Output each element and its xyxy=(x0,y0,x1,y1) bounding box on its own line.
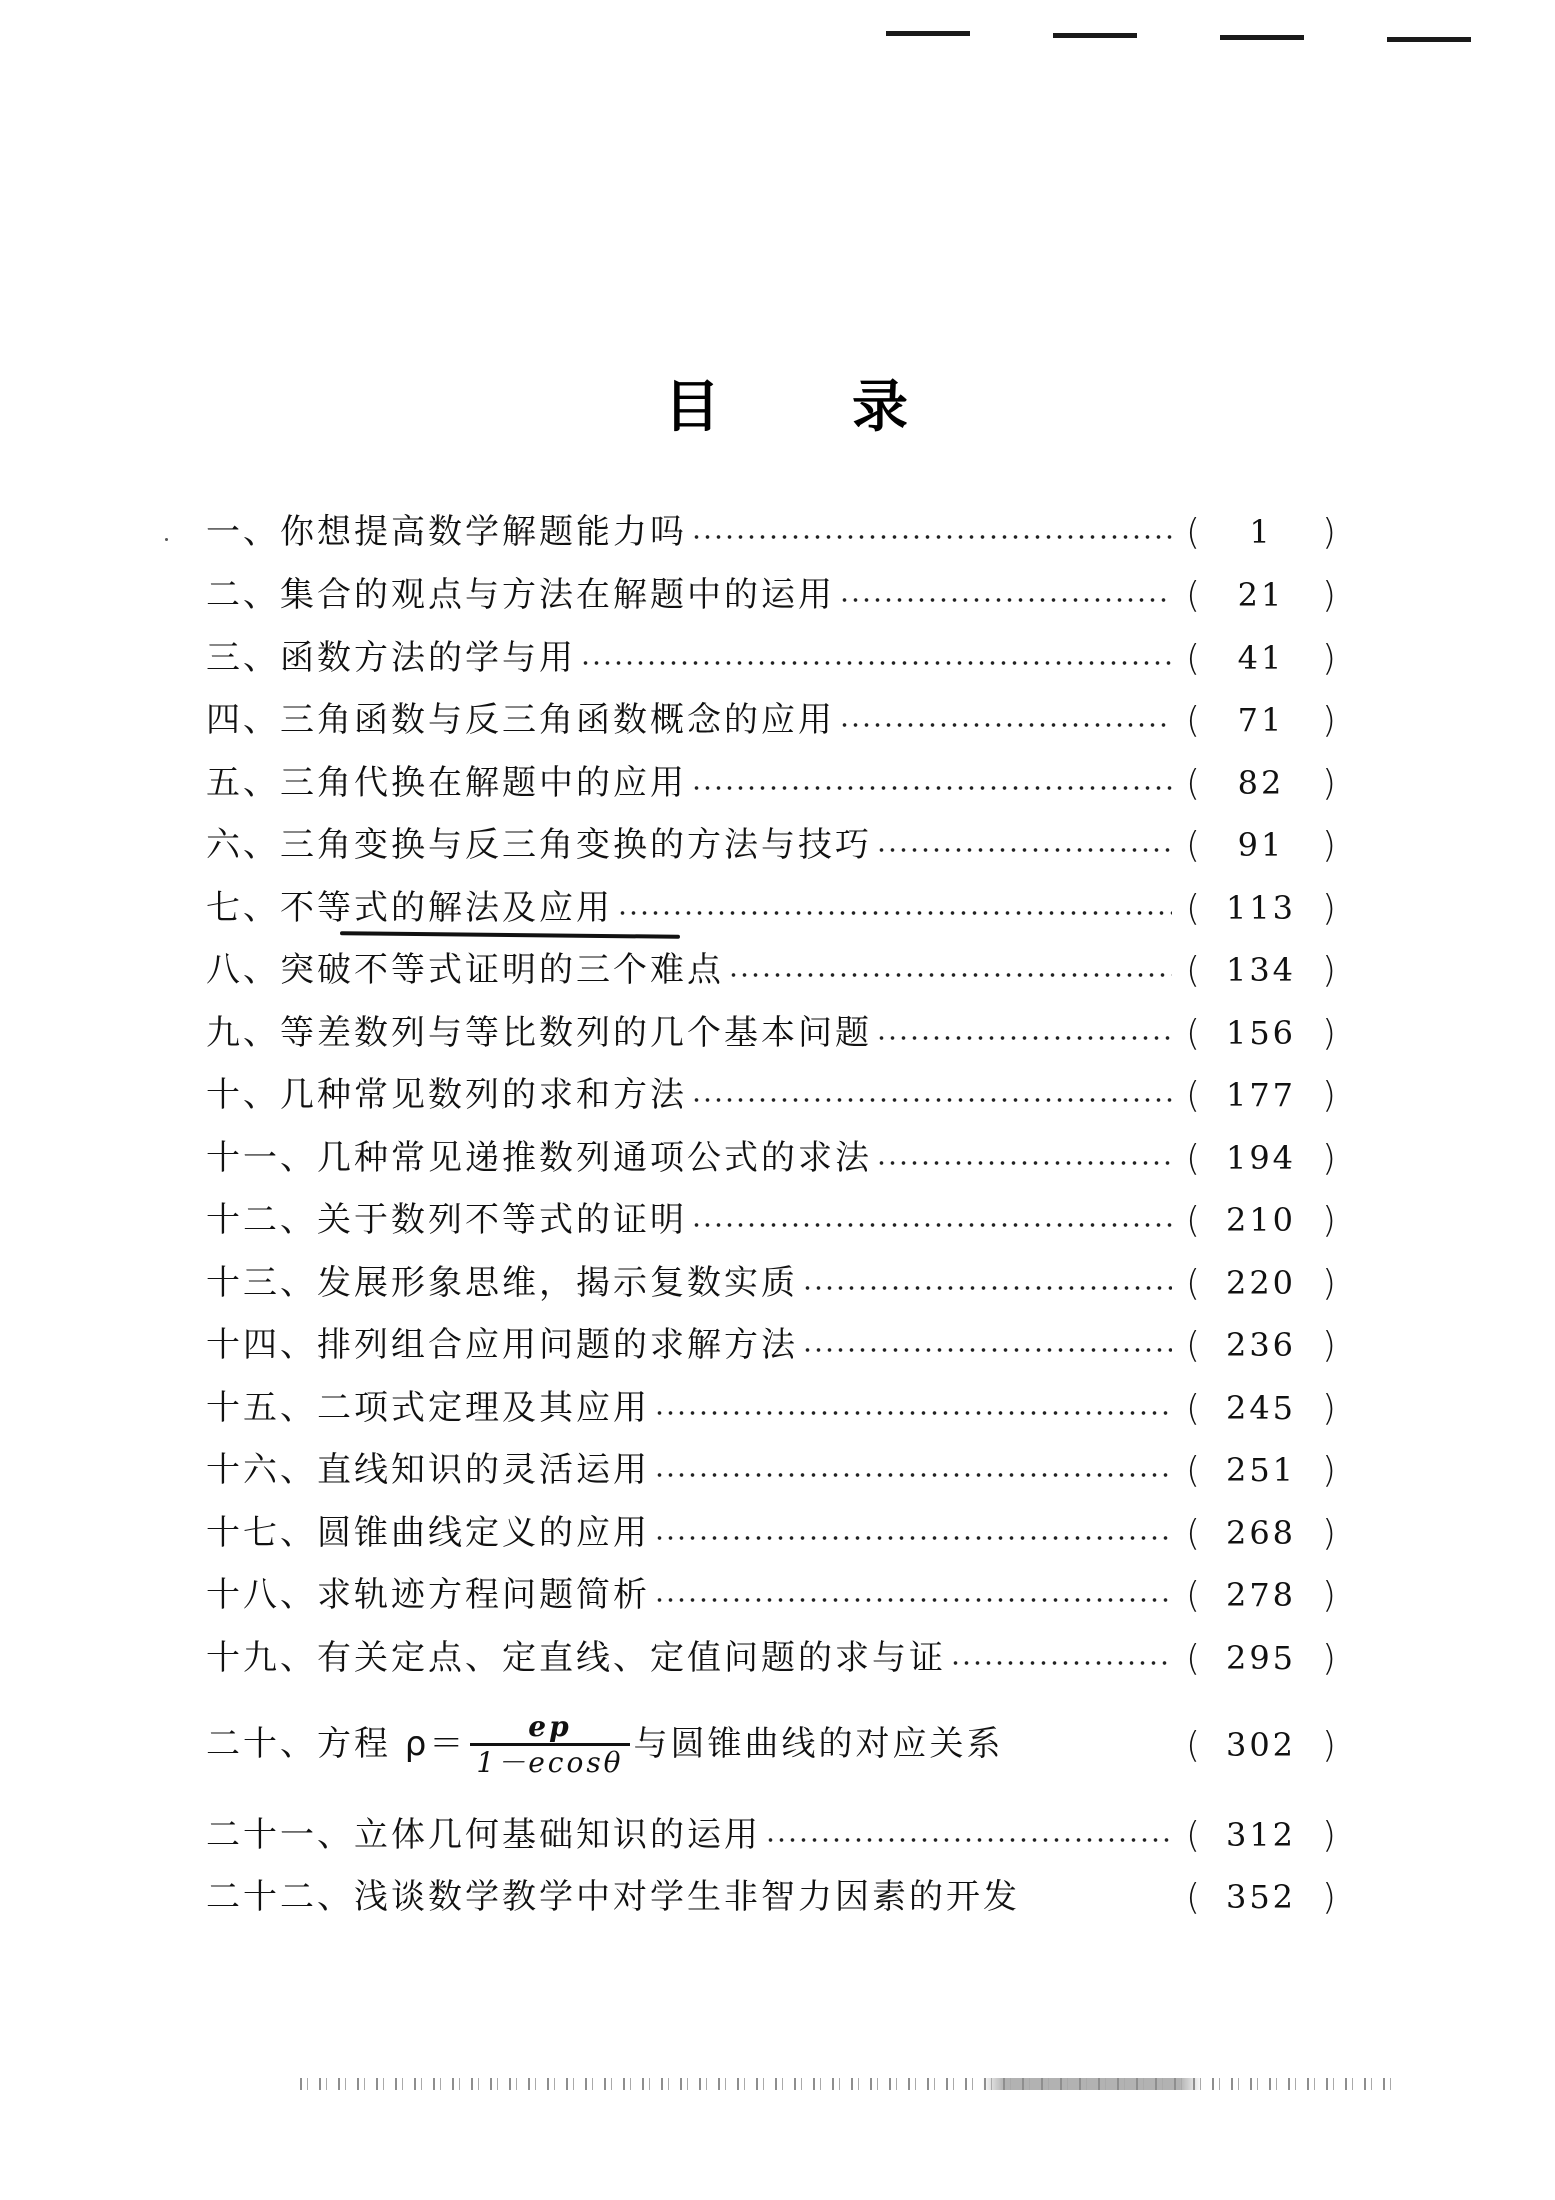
toc-entry[interactable] xyxy=(206,1636,1336,1680)
toc-entry-title: 十八、求轨迹方程问题简析 xyxy=(206,1575,650,1615)
scan-artifact-strip xyxy=(300,2078,1400,2090)
toc-entry[interactable] xyxy=(206,1198,1336,1242)
dot-leader xyxy=(654,1411,1172,1415)
toc-entry-page: ( 134 ) xyxy=(1186,949,1336,991)
toc-entry-page: ( 71 ) xyxy=(1186,699,1336,741)
dot-leader xyxy=(691,786,1172,790)
toc-entry-title: 二十一、立体几何基础知识的运用 xyxy=(206,1815,761,1855)
toc-entry[interactable] xyxy=(206,1323,1336,1367)
dot-leader xyxy=(802,1348,1172,1352)
toc-entry-title: 十七、圆锥曲线定义的应用 xyxy=(206,1513,650,1553)
toc-entry[interactable] xyxy=(206,1073,1336,1117)
dot-leader xyxy=(1008,1748,1172,1752)
toc-entry[interactable] xyxy=(206,1136,1336,1180)
toc-entry-page: ( 82 ) xyxy=(1186,762,1336,804)
header-rule xyxy=(886,31,970,36)
toc-entry-title-suffix: 与圆锥曲线的对应关系 xyxy=(633,1723,1004,1764)
toc-entry-page: ( 156 ) xyxy=(1186,1012,1336,1054)
toc-entry-title: 十九、有关定点、定直线、定值问题的求与证 xyxy=(206,1638,946,1678)
toc-entry-page: ( 113 ) xyxy=(1186,887,1336,929)
toc-entry-page: ( 1 ) xyxy=(1186,511,1336,553)
toc-entry[interactable] xyxy=(206,948,1336,992)
formula-fraction xyxy=(470,1711,629,1780)
toc-entry-title-prefix: 二十、方程 ρ＝ xyxy=(206,1723,467,1764)
toc-entry-title: 十、几种常见数列的求和方法 xyxy=(206,1075,687,1115)
toc-entry[interactable] xyxy=(206,1875,1336,1919)
toc-entry-title: 七、不等式的解法及应用 xyxy=(206,888,613,928)
toc-entry-page: ( 278 ) xyxy=(1186,1574,1336,1616)
dot-leader xyxy=(1024,1900,1172,1904)
toc-entry-title: 十一、几种常见递推数列通项公式的求法 xyxy=(206,1138,872,1178)
toc-entry-page: ( 210 ) xyxy=(1186,1199,1336,1241)
toc-entry-page: ( 251 ) xyxy=(1186,1449,1336,1491)
dot-leader xyxy=(580,661,1172,665)
toc-entry-title xyxy=(206,1711,1004,1780)
toc-entry-page: ( 41 ) xyxy=(1186,637,1336,679)
dot-leader xyxy=(839,598,1172,602)
formula-numerator: ep xyxy=(528,1709,572,1743)
toc-entry-title: 十三、发展形象思维，揭示复数实质 xyxy=(206,1263,798,1303)
dot-leader xyxy=(765,1838,1172,1842)
page-title-char-1: 目 xyxy=(664,375,720,440)
header-rule xyxy=(1387,37,1471,42)
dot-leader xyxy=(802,1286,1172,1290)
toc-entry[interactable] xyxy=(206,1386,1336,1430)
toc-entry-page: ( 177 ) xyxy=(1186,1074,1336,1116)
toc-entry-page: ( 245 ) xyxy=(1186,1387,1336,1429)
toc-entry[interactable] xyxy=(206,1695,1336,1795)
dot-leader xyxy=(691,1223,1172,1227)
toc-entry-title: 四、三角函数与反三角函数概念的应用 xyxy=(206,700,835,740)
toc-entry-title: 六、三角变换与反三角变换的方法与技巧 xyxy=(206,825,872,865)
toc-entry-page: ( 295 ) xyxy=(1186,1637,1336,1679)
toc-entry[interactable] xyxy=(206,1261,1336,1305)
dot-leader xyxy=(617,911,1172,915)
toc-entry-page: ( 194 ) xyxy=(1186,1137,1336,1179)
toc-entry-title: 八、突破不等式证明的三个难点 xyxy=(206,950,724,990)
toc-entry-title: 十六、直线知识的灵活运用 xyxy=(206,1450,650,1490)
toc-entry-title: 十二、关于数列不等式的证明 xyxy=(206,1200,687,1240)
dot-leader xyxy=(654,1473,1172,1477)
handwritten-underline xyxy=(340,931,680,939)
dot-leader xyxy=(876,1036,1172,1040)
toc-entry[interactable] xyxy=(206,761,1336,805)
toc-entry-title: 一、你想提高数学解题能力吗 xyxy=(206,512,687,552)
toc-entry-page: ( 268 ) xyxy=(1186,1512,1336,1554)
header-rule xyxy=(1220,35,1304,40)
toc-entry[interactable] xyxy=(206,510,1336,554)
toc-entry-title: 三、函数方法的学与用 xyxy=(206,638,576,678)
toc-entry-title: 十四、排列组合应用问题的求解方法 xyxy=(206,1325,798,1365)
toc-entry[interactable] xyxy=(206,573,1336,617)
toc-entry[interactable] xyxy=(206,886,1336,930)
dot-leader xyxy=(876,848,1172,852)
toc-entry[interactable] xyxy=(206,1511,1336,1555)
dot-leader xyxy=(691,1098,1172,1102)
dot-leader xyxy=(728,973,1172,977)
toc-entry-page: ( 21 ) xyxy=(1186,574,1336,616)
toc-entry-title: 五、三角代换在解题中的应用 xyxy=(206,763,687,803)
toc-entry-title: 九、等差数列与等比数列的几个基本问题 xyxy=(206,1013,872,1053)
dot-leader xyxy=(950,1661,1172,1665)
dot-leader xyxy=(876,1161,1172,1165)
toc-entry[interactable] xyxy=(206,1573,1336,1617)
header-rule xyxy=(1053,33,1137,38)
toc-entry-page: ( 236 ) xyxy=(1186,1324,1336,1366)
formula-denominator: 1－ecosθ xyxy=(476,1745,624,1779)
toc-entry-title: 二十二、浅谈数学教学中对学生非智力因素的开发 xyxy=(206,1877,1020,1917)
toc-entry[interactable] xyxy=(206,698,1336,742)
toc-entry[interactable] xyxy=(206,1813,1336,1857)
scan-speck xyxy=(165,538,168,541)
toc-entry[interactable] xyxy=(206,1448,1336,1492)
toc-entry-page: ( 220 ) xyxy=(1186,1262,1336,1304)
dot-leader xyxy=(839,723,1172,727)
toc-entry[interactable] xyxy=(206,823,1336,867)
toc-entry[interactable] xyxy=(206,1011,1336,1055)
toc-entry[interactable] xyxy=(206,636,1336,680)
toc-entry-page: ( 312 ) xyxy=(1186,1814,1336,1856)
toc-entry-title: 二、集合的观点与方法在解题中的运用 xyxy=(206,575,835,615)
page-title-char-2: 录 xyxy=(852,375,908,440)
toc-entry-page: ( 91 ) xyxy=(1186,824,1336,866)
dot-leader xyxy=(691,535,1172,539)
toc-entry-page: ( 302 ) xyxy=(1186,1724,1336,1766)
toc-entry-title: 十五、二项式定理及其应用 xyxy=(206,1388,650,1428)
toc-entry-page: ( 352 ) xyxy=(1186,1876,1336,1918)
dot-leader xyxy=(654,1536,1172,1540)
dot-leader xyxy=(654,1598,1172,1602)
